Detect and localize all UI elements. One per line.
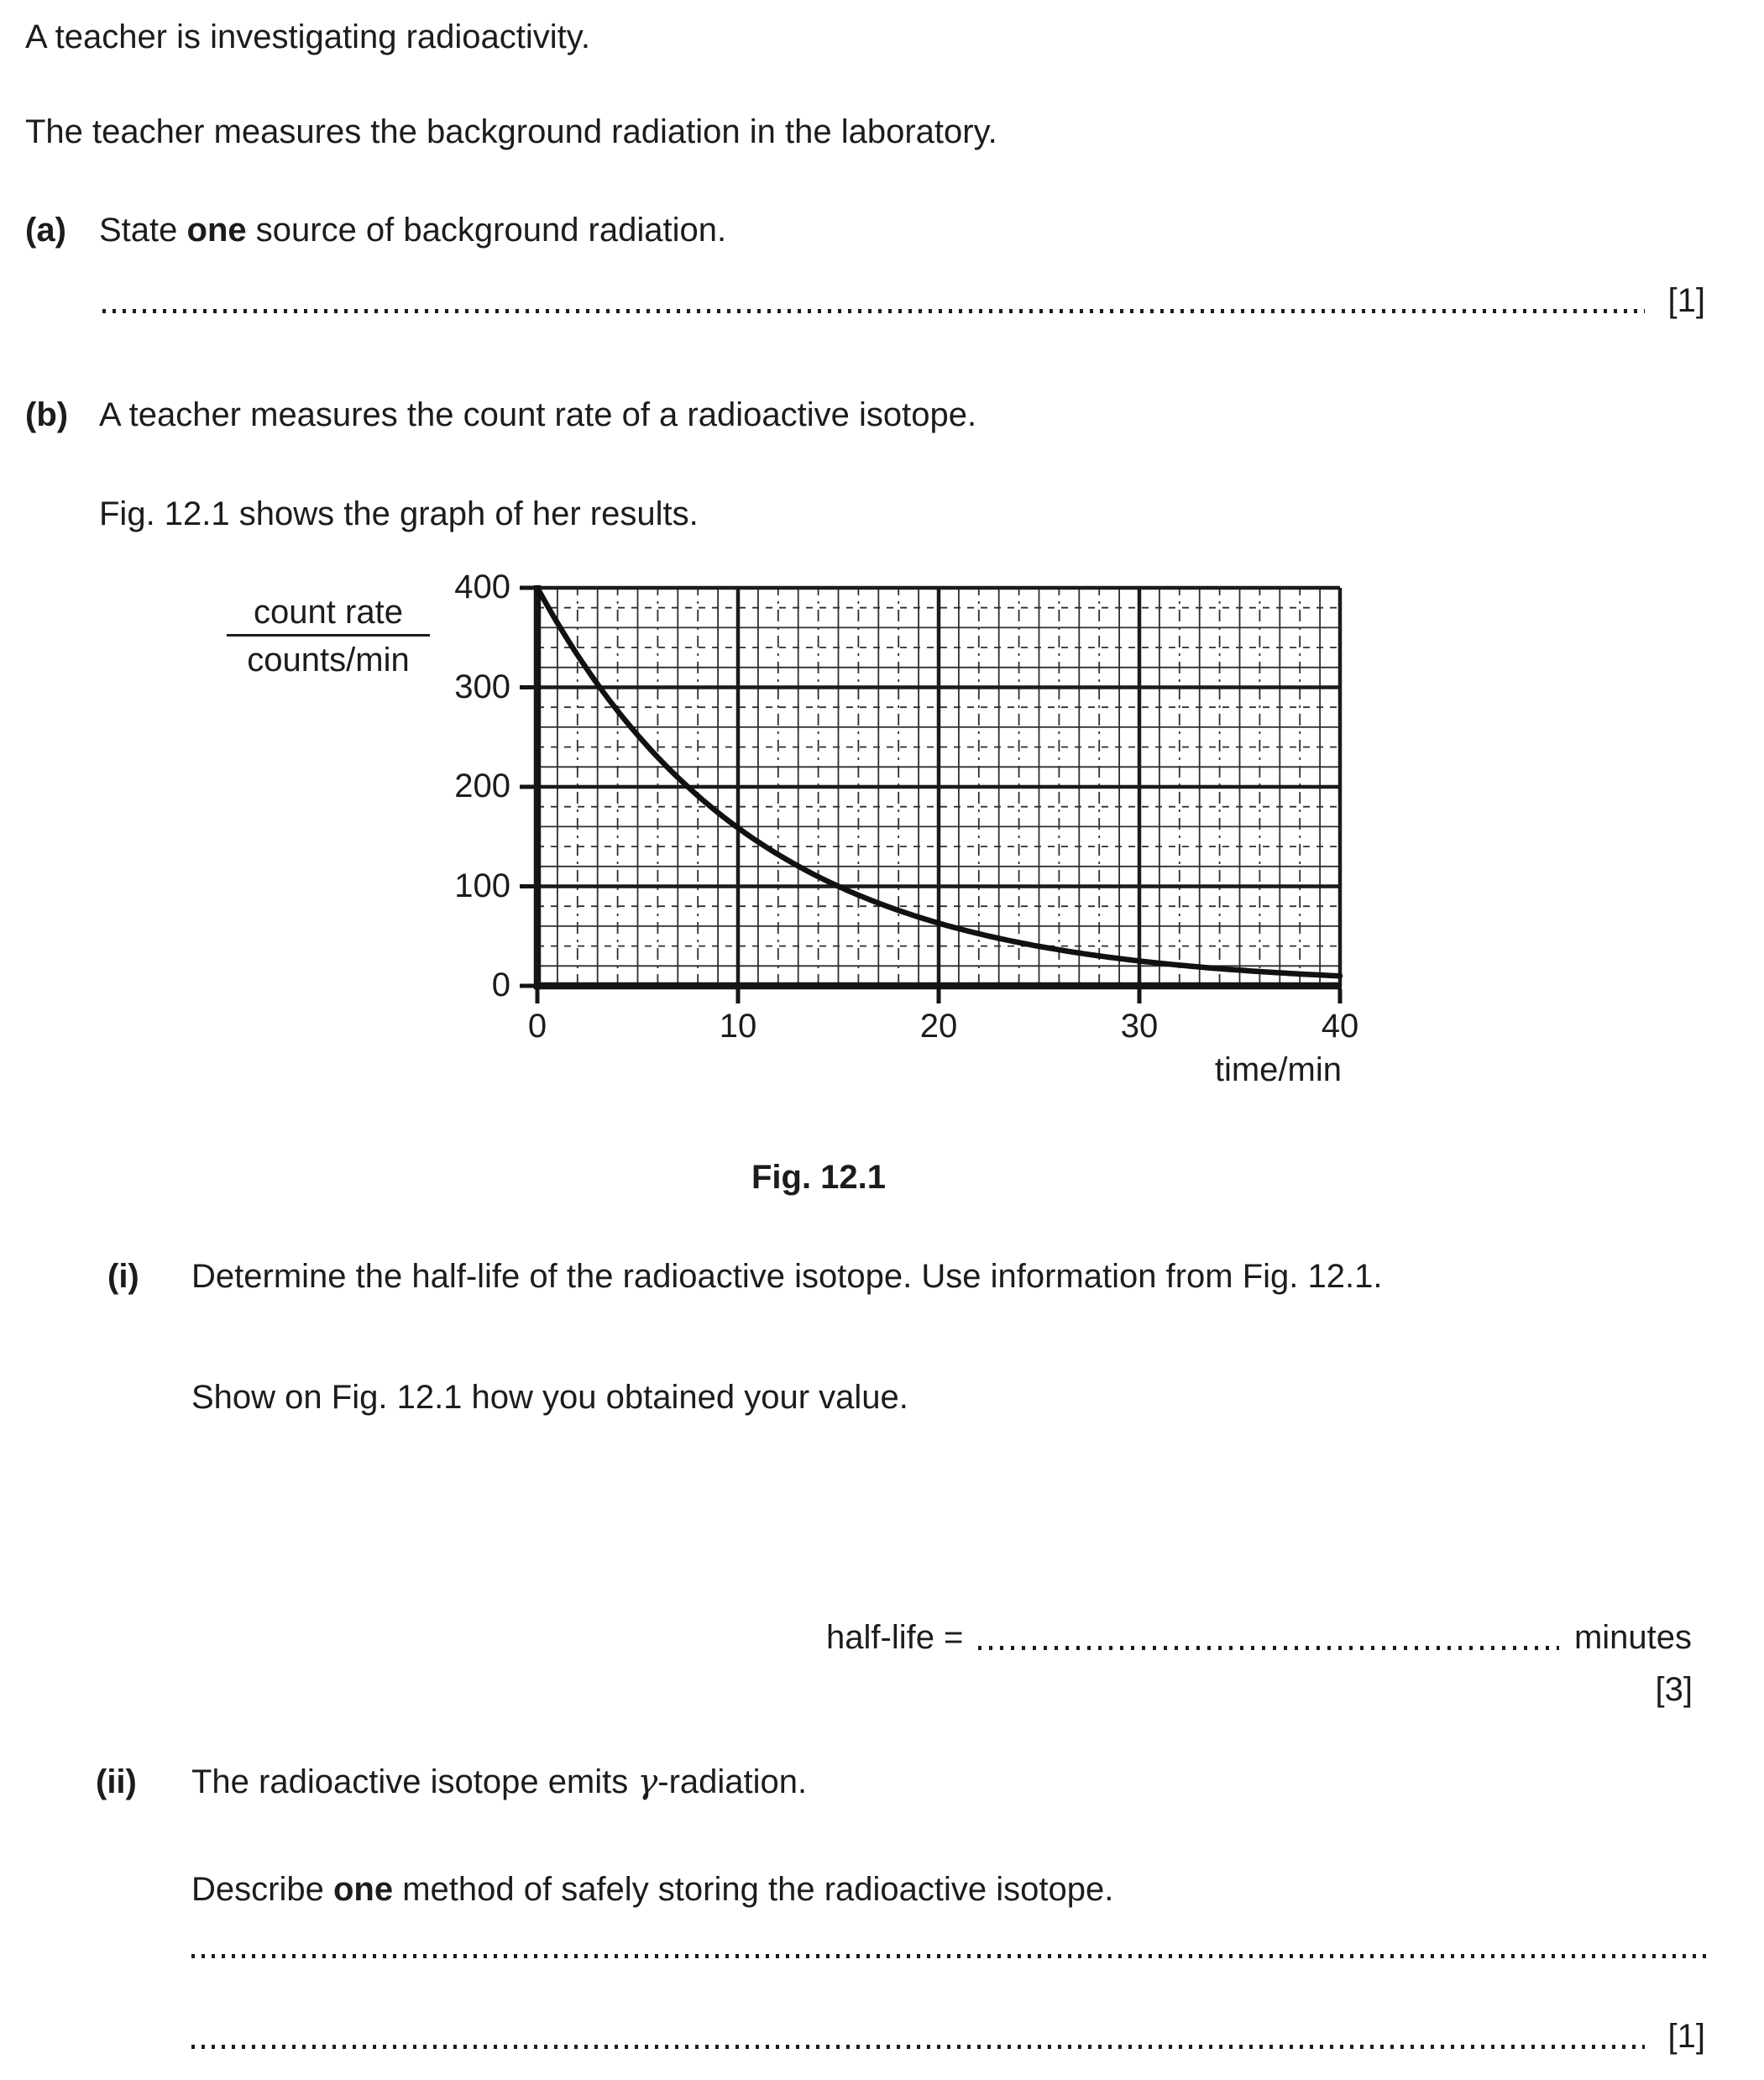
- y-axis-label-denominator: counts/min: [227, 634, 430, 679]
- part-bi-marks: [3]: [1655, 1671, 1693, 1708]
- y-tick-label: 200: [454, 768, 510, 804]
- figure-caption: Fig. 12.1: [751, 1159, 887, 1196]
- gamma-symbol: γ: [637, 1763, 658, 1801]
- part-bii-answer-row-1: [191, 1927, 1709, 1964]
- part-a-prompt-bold: one: [186, 212, 247, 249]
- half-life-label: half-life =: [826, 1619, 964, 1656]
- x-axis-label: time/min: [1214, 1051, 1342, 1088]
- part-bii-prompt-post: method of safely storing the radioactive isotope.: [393, 1871, 1114, 1908]
- part-a-prompt-pre: State: [99, 212, 187, 249]
- intro-line-2: The teacher measures the background radiation in the laboratory.: [25, 113, 997, 150]
- y-tick-label: 0: [491, 967, 510, 1003]
- part-bi-prompt: Determine the half-life of the radioactive isotope. Use information from Fig. 12.1.: [191, 1258, 1383, 1295]
- part-bi-label: (i): [107, 1258, 139, 1295]
- part-a-label: (a): [25, 212, 66, 249]
- half-life-answer-line[interactable]: [978, 1646, 1559, 1650]
- decay-graph-plot: [517, 583, 1347, 1008]
- part-a-prompt: [99, 210, 726, 250]
- part-b-label: (b): [25, 396, 69, 433]
- y-axis-label-numerator: count rate: [254, 594, 403, 631]
- part-bii-statement: [191, 1762, 807, 1802]
- part-a-answer-row: [102, 282, 1705, 319]
- part-a-marks: [1]: [1667, 282, 1705, 319]
- half-life-answer-row: [826, 1616, 1692, 1658]
- part-bii-label: (ii): [96, 1763, 137, 1800]
- part-bii-prompt-bold: one: [332, 1871, 394, 1908]
- part-bii-marks: [1]: [1667, 2018, 1705, 2055]
- y-axis-label: [227, 593, 430, 679]
- x-tick-label: 20: [919, 1008, 958, 1045]
- part-a-prompt-post: source of background radiation.: [246, 212, 727, 249]
- part-bii-prompt: [191, 1869, 1113, 1910]
- part-bii-answer-line-2[interactable]: [191, 2045, 1645, 2049]
- part-b-fig-intro: Fig. 12.1 shows the graph of her results.: [99, 495, 699, 532]
- part-a-answer-line[interactable]: [102, 309, 1645, 313]
- half-life-unit: minutes: [1573, 1619, 1692, 1656]
- intro-line-1: A teacher is investigating radioactivity.: [25, 18, 590, 55]
- y-tick-label: 100: [454, 867, 510, 904]
- part-bi-prompt2: Show on Fig. 12.1 how you obtained your value.: [191, 1379, 908, 1416]
- x-tick-label: 10: [719, 1008, 757, 1045]
- part-bii-statement-post: -radiation.: [657, 1763, 808, 1800]
- part-b-intro: A teacher measures the count rate of a radioactive isotope.: [99, 396, 977, 433]
- part-bii-statement-pre: The radioactive isotope emits: [191, 1763, 638, 1800]
- part-bii-prompt-pre: Describe: [191, 1871, 333, 1908]
- part-bii-answer-row-2: [191, 2018, 1705, 2055]
- part-bii-answer-line-1[interactable]: [191, 1954, 1709, 1958]
- x-tick-label: 40: [1321, 1008, 1359, 1045]
- y-tick-label: 400: [454, 568, 510, 605]
- x-tick-label: 30: [1120, 1008, 1159, 1045]
- x-tick-label: 0: [527, 1008, 547, 1045]
- y-tick-label: 300: [454, 668, 510, 705]
